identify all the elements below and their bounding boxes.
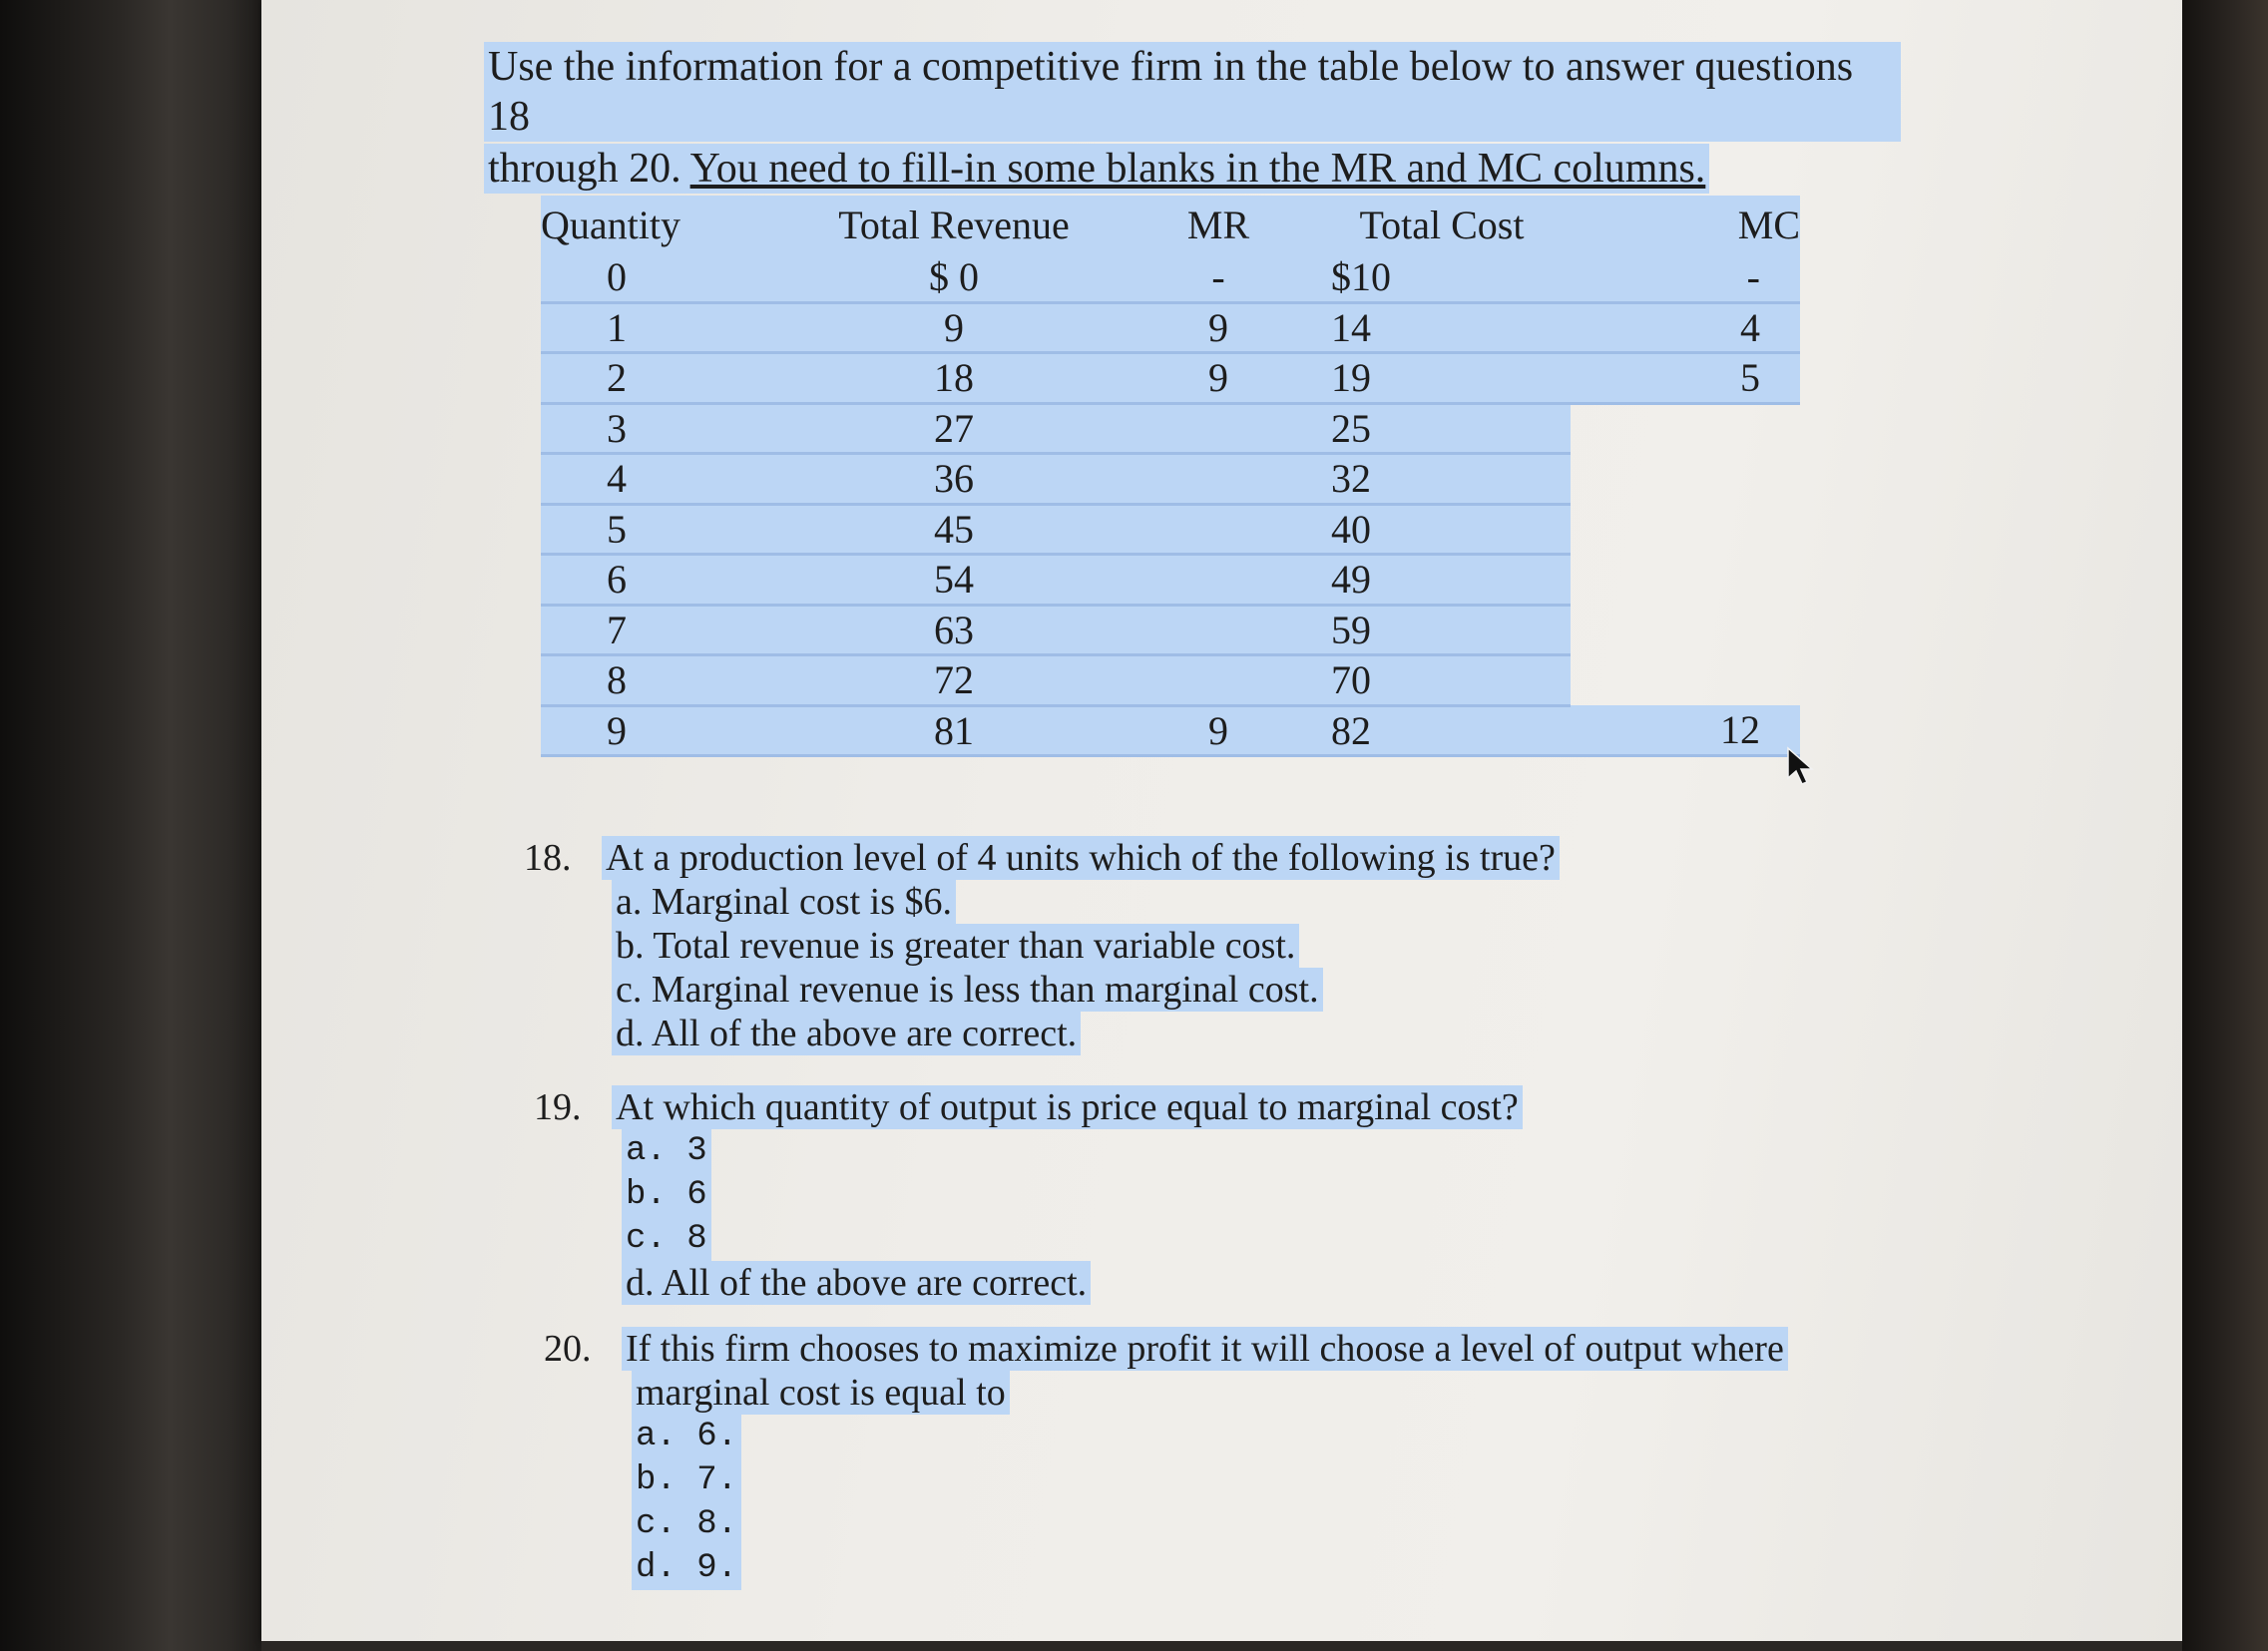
quantity-cell: 5 — [541, 504, 784, 555]
table-row — [541, 504, 1800, 555]
total-cost-cell: 70 — [1313, 655, 1571, 706]
question-20-option-b[interactable]: b. 7. — [632, 1458, 1788, 1502]
question-20-option-a[interactable]: a. 6. — [632, 1415, 1788, 1458]
mr-cell: 9 — [1124, 705, 1313, 756]
question-19-option-a[interactable]: a. 3 — [622, 1129, 1523, 1173]
mr-cell — [1124, 655, 1313, 706]
table-row — [541, 302, 1800, 353]
monitor-bezel-bottom — [261, 1641, 2182, 1651]
mr-cell — [1124, 454, 1313, 505]
total-revenue-cell: 45 — [784, 504, 1124, 555]
total-cost-cell: $10 — [1313, 253, 1571, 302]
question-18-number: 18. — [524, 837, 572, 879]
question-20-stem-line-1: If this firm chooses to maximize profit it will choose a level of output where — [622, 1327, 1788, 1371]
quantity-cell: 0 — [541, 253, 784, 302]
total-revenue-cell: 18 — [784, 353, 1124, 404]
firm-cost-revenue-table — [541, 196, 1800, 757]
mr-cell: - — [1124, 253, 1313, 302]
question-18-option-b[interactable]: b. Total revenue is greater than variable cost. — [612, 924, 1560, 968]
instructions-line-2 — [484, 144, 1709, 194]
mc-cell — [1571, 403, 1800, 454]
header-mc: MC — [1571, 196, 1800, 253]
question-18-option-a[interactable]: a. Marginal cost is $6. — [612, 880, 1560, 924]
mc-cell — [1571, 454, 1800, 505]
mc-cell: 5 — [1571, 353, 1800, 404]
table-row — [541, 353, 1800, 404]
total-cost-cell: 19 — [1313, 353, 1571, 404]
total-cost-cell: 40 — [1313, 504, 1571, 555]
question-20 — [544, 1327, 1788, 1590]
question-19-number: 19. — [534, 1086, 582, 1128]
question-20-number: 20. — [544, 1328, 592, 1370]
question-20-stem-line-2-wrap — [632, 1371, 1788, 1415]
total-revenue-cell: 81 — [784, 705, 1124, 756]
mr-cell — [1124, 605, 1313, 655]
quantity-cell: 9 — [541, 705, 784, 756]
instructions-line-2-underlined: You need to fill-in some blanks in the MR and MC columns. — [689, 146, 1706, 192]
mc-cell — [1571, 555, 1800, 606]
table-row — [541, 403, 1800, 454]
question-19 — [534, 1085, 1523, 1305]
question-20-option-c[interactable]: c. 8. — [632, 1502, 1788, 1546]
question-20-option-d[interactable]: d. 9. — [632, 1546, 1788, 1590]
mc-cell — [1571, 504, 1800, 555]
instructions-paragraph — [484, 42, 1901, 194]
instructions-line-1: Use the information for a competitive firm in the table below to answer questions 18 — [484, 42, 1901, 142]
mc-cell: - — [1571, 253, 1800, 302]
mr-cell — [1124, 555, 1313, 606]
quantity-cell: 7 — [541, 605, 784, 655]
mr-cell — [1124, 403, 1313, 454]
question-18-option-d[interactable]: d. All of the above are correct. — [612, 1012, 1560, 1055]
total-cost-cell: 25 — [1313, 403, 1571, 454]
question-19-option-b[interactable]: b. 6 — [622, 1173, 1523, 1217]
total-revenue-cell: 54 — [784, 555, 1124, 606]
mr-cell: 9 — [1124, 302, 1313, 353]
monitor-bezel-right — [2182, 0, 2268, 1651]
total-revenue-cell: $ 0 — [784, 253, 1124, 302]
quantity-cell: 6 — [541, 555, 784, 606]
table-row — [541, 454, 1800, 505]
total-cost-cell: 59 — [1313, 605, 1571, 655]
total-revenue-cell: 63 — [784, 605, 1124, 655]
total-cost-cell: 49 — [1313, 555, 1571, 606]
quantity-cell: 8 — [541, 655, 784, 706]
table-row — [541, 655, 1800, 706]
total-cost-cell: 82 — [1313, 705, 1571, 756]
total-cost-cell: 14 — [1313, 302, 1571, 353]
question-19-option-c[interactable]: c. 8 — [622, 1217, 1523, 1261]
quantity-cell: 2 — [541, 353, 784, 404]
table-row — [541, 705, 1800, 756]
mc-cell: 12 — [1571, 705, 1800, 756]
total-revenue-cell: 27 — [784, 403, 1124, 454]
mr-cell: 9 — [1124, 353, 1313, 404]
instructions-line-2-plain: through 20. — [488, 146, 690, 192]
quantity-cell: 4 — [541, 454, 784, 505]
mc-cell: 4 — [1571, 302, 1800, 353]
question-19-option-d[interactable]: d. All of the above are correct. — [622, 1261, 1523, 1305]
mc-cell — [1571, 655, 1800, 706]
mouse-pointer-icon — [1786, 746, 1816, 786]
quantity-cell: 3 — [541, 403, 784, 454]
total-revenue-cell: 9 — [784, 302, 1124, 353]
total-revenue-cell: 36 — [784, 454, 1124, 505]
total-revenue-cell: 72 — [784, 655, 1124, 706]
quantity-cell: 1 — [541, 302, 784, 353]
question-20-stem-line-2: marginal cost is equal to — [632, 1371, 1010, 1415]
mc-cell — [1571, 605, 1800, 655]
question-19-stem: At which quantity of output is price equal to marginal cost? — [612, 1085, 1523, 1129]
question-18-option-c[interactable]: c. Marginal revenue is less than marginal cost. — [612, 968, 1560, 1012]
mr-cell — [1124, 504, 1313, 555]
header-mr: MR — [1124, 196, 1313, 253]
header-total-revenue: Total Revenue — [784, 196, 1124, 253]
header-quantity: Quantity — [541, 196, 784, 253]
table-header-row — [541, 196, 1800, 253]
header-total-cost: Total Cost — [1313, 196, 1571, 253]
question-18 — [524, 836, 1560, 1055]
question-18-stem: At a production level of 4 units which of the following is true? — [602, 836, 1560, 880]
table-row — [541, 253, 1800, 302]
total-cost-cell: 32 — [1313, 454, 1571, 505]
table-row — [541, 605, 1800, 655]
table-row — [541, 555, 1800, 606]
